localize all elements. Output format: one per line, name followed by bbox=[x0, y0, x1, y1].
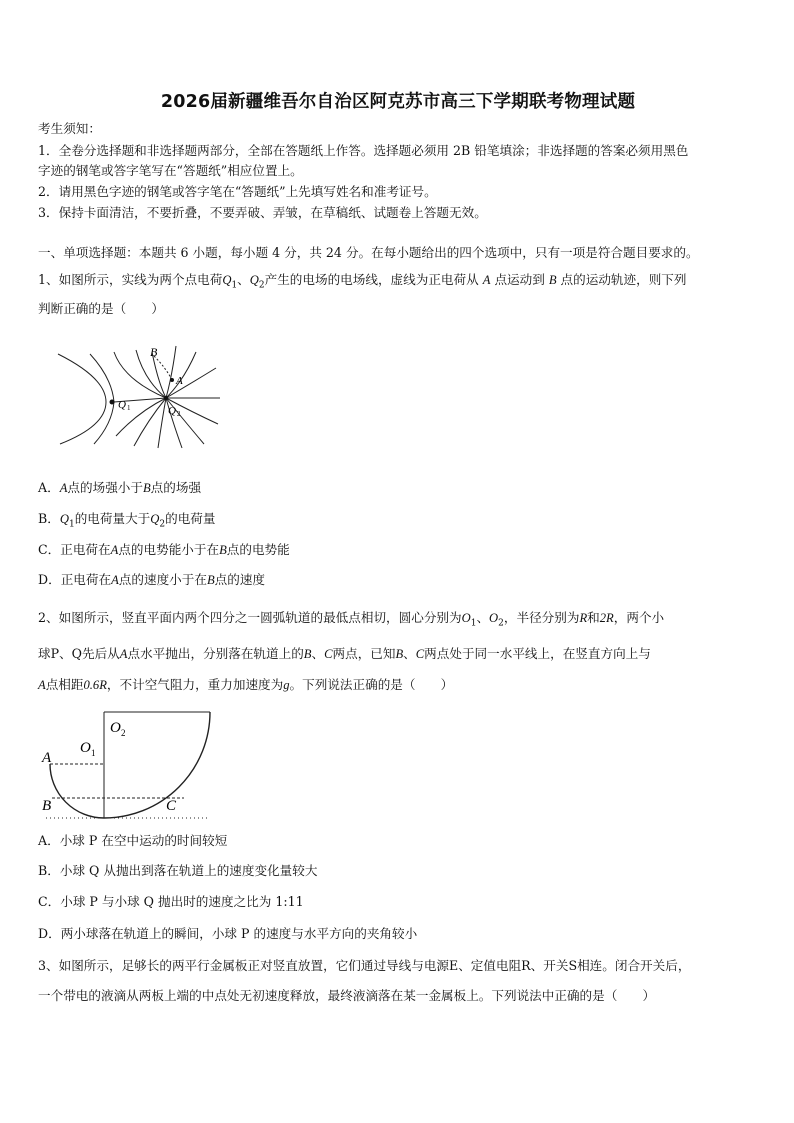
label-q1-sub: 1 bbox=[127, 404, 131, 412]
label-q2-sub: 2 bbox=[177, 410, 181, 418]
page-title: 2026届新疆维吾尔自治区阿克苏市高三下学期联考物理试题 bbox=[160, 92, 636, 112]
q2-option-a: A．小球 P 在空中运动的时间较短 bbox=[38, 833, 228, 848]
label-o2: O bbox=[110, 720, 121, 736]
field-line-q1-mid bbox=[90, 354, 114, 444]
label-o2-sub: 2 bbox=[121, 728, 126, 738]
q1-option-d: D．正电荷在A点的速度小于在B点的速度 bbox=[38, 572, 266, 587]
notice-heading: 考生须知： bbox=[38, 121, 101, 136]
field-line-q1-left bbox=[58, 354, 106, 444]
q2-option-c: C．小球 P 与小球 Q 抛出时的速度之比为 1:11 bbox=[38, 894, 304, 909]
q2-stem-line3: A点相距0.6R，不计空气阻力，重力加速度为g。下列说法正确的是（ ） bbox=[38, 677, 454, 692]
section-heading: 一、单项选择题：本题共 6 小题，每小题 4 分，共 24 分。在每小题给出的四个选项中，只有一项是符合题目要求的。 bbox=[38, 245, 699, 260]
notice-item-1: 1．全卷分选择题和非选择题两部分，全部在答题纸上作答。选择题必须用 2B 铅笔填涂；非选择题的答案必须用黑色 bbox=[38, 143, 689, 158]
charge-q2-dot bbox=[164, 396, 168, 400]
q1-option-b: B．$Q_1$的电荷量大于$Q_2$的电荷量 bbox=[38, 511, 216, 530]
charge-q1-dot bbox=[110, 400, 115, 405]
label-o1-sub: 1 bbox=[91, 748, 96, 758]
notice-item-2: 2．请用黑色字迹的钢笔或答字笔在“答题纸”上先填写姓名和准考证号。 bbox=[38, 184, 437, 199]
field-line-q2-12 bbox=[134, 398, 166, 446]
q3-stem-line1: 3、如图所示，足够长的两平行金属板正对竖直放置，它们通过导线与电源E、定值电阻R、开关S相连。闭合开关后， bbox=[38, 958, 691, 973]
label-q2: Q bbox=[168, 405, 176, 417]
q2-option-d: D．两小球落在轨道上的瞬间，小球 P 的速度与水平方向的夹角较小 bbox=[38, 926, 418, 941]
label-a: A bbox=[42, 750, 52, 766]
label-q1: Q bbox=[118, 399, 126, 411]
q1-option-c: C．正电荷在A点的电势能小于在B点的电势能 bbox=[38, 542, 290, 557]
q1-stem-line2: 判断正确的是（ ） bbox=[38, 301, 164, 316]
label-c: C bbox=[166, 798, 177, 814]
q1-stem-line1: 1、如图所示，实线为两个点电荷$Q_1$、$Q_2$产生的电场的电场线，虚线为正电荷从 A 点运动到 B 点的运动轨迹，则下列 bbox=[38, 272, 687, 291]
q1-option-a: A．A点的场强小于B点的场强 bbox=[38, 480, 202, 495]
q2-arc-track-figure bbox=[38, 706, 218, 820]
label-b: B bbox=[150, 345, 158, 359]
q3-stem-line2: 一个带电的液滴从两板上端的中点处无初速度释放，最终液滴落在某一金属板上。下列说法中正确的是（ ） bbox=[38, 988, 656, 1003]
notice-item-1-cont: 字迹的钢笔或答字笔写在“答题纸”相应位置上。 bbox=[38, 163, 303, 178]
label-o1: O bbox=[80, 740, 91, 756]
q1-field-line-figure bbox=[54, 340, 224, 450]
label-b: B bbox=[42, 798, 52, 814]
q2-option-b: B．小球 Q 从抛出到落在轨道上的速度变化量较大 bbox=[38, 863, 318, 878]
label-a: A bbox=[176, 375, 183, 387]
q2-stem-line2: 球P、Q先后从A点水平抛出，分别落在轨道上的B、C两点，已知B、C两点处于同一水平线上，在竖直方向上与 bbox=[38, 646, 651, 661]
trajectory-b-to-a bbox=[154, 356, 172, 380]
notice-item-3: 3．保持卡面清洁，不要折叠，不要弄破、弄皱，在草稿纸、试题卷上答题无效。 bbox=[38, 205, 487, 220]
small-arc bbox=[50, 764, 104, 818]
q2-stem-line1: 2、如图所示，竖直平面内两个四分之一圆弧轨道的最低点相切，圆心分别为$O_1$、$O_2$，半径分别为R和2R，两个小 bbox=[38, 610, 665, 629]
field-line-q2-11 bbox=[158, 398, 166, 448]
field-line-q2-6 bbox=[166, 368, 216, 398]
point-a-dot bbox=[170, 378, 174, 382]
